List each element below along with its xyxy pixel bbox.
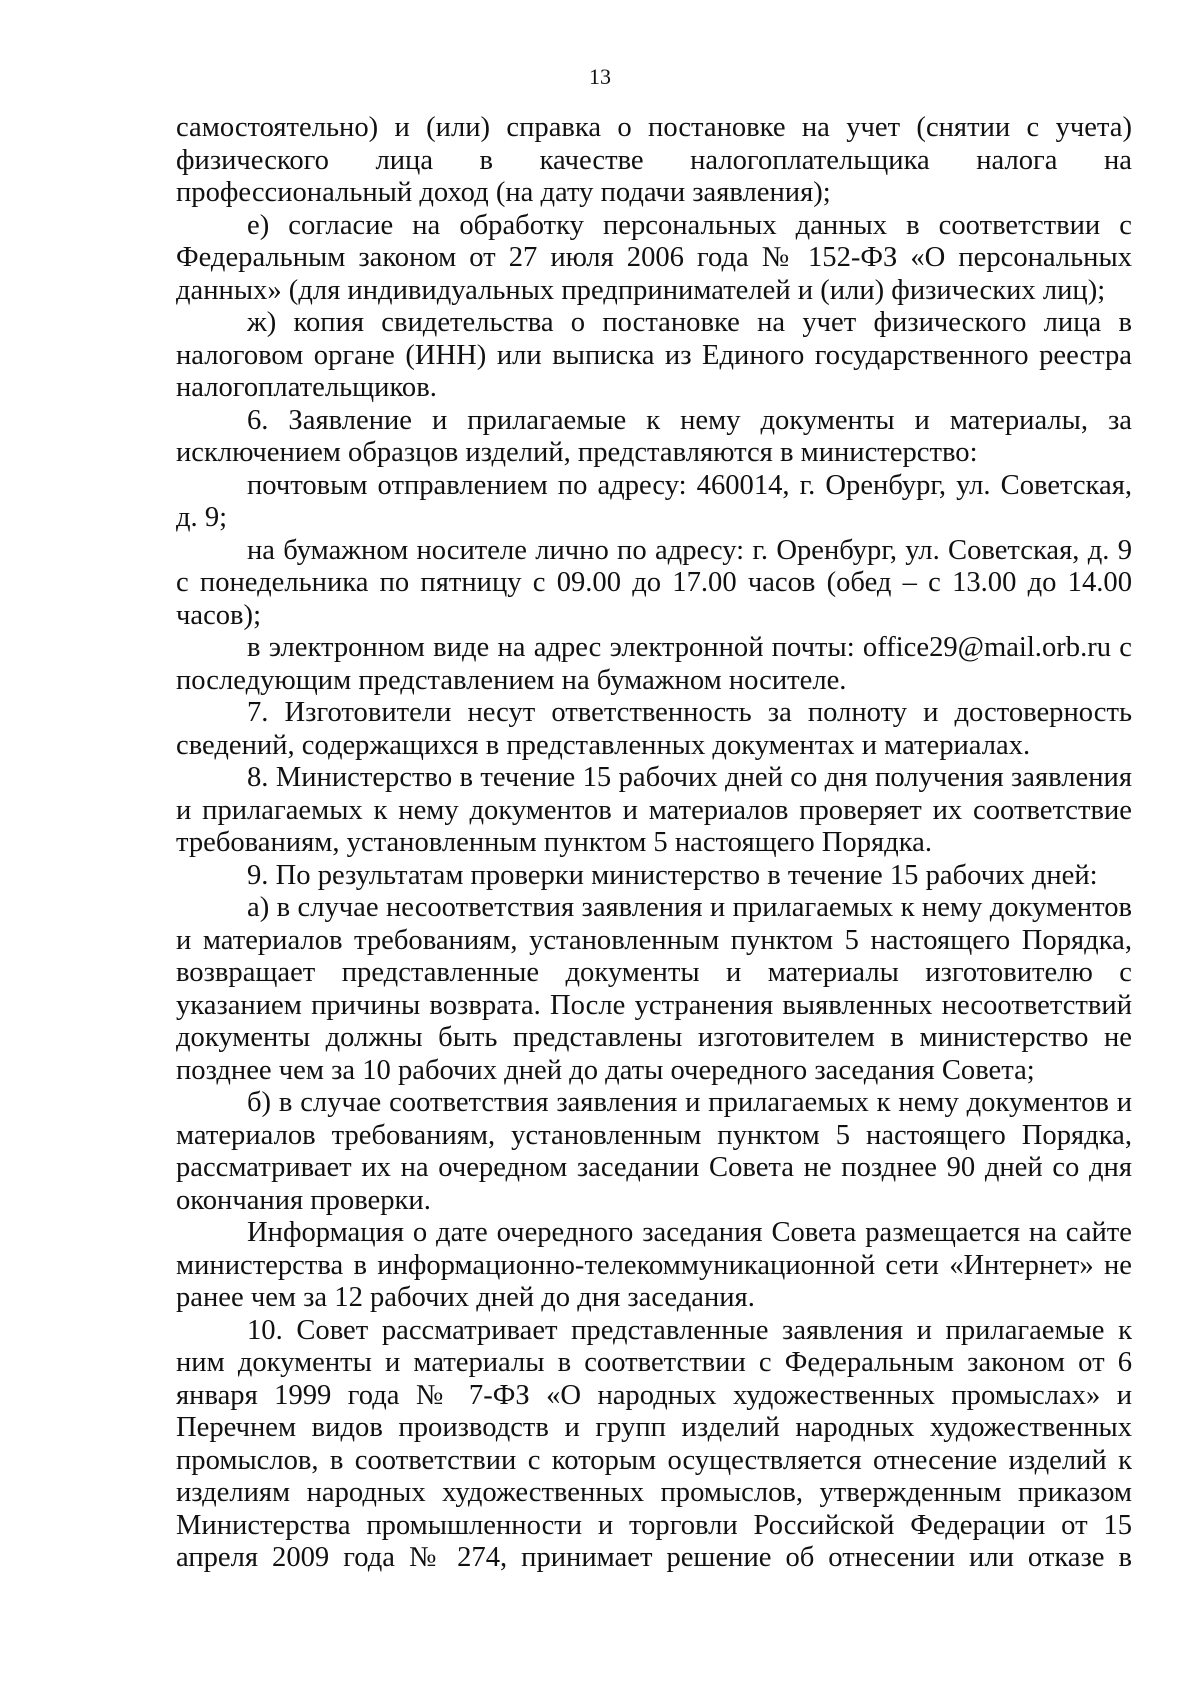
paragraph-paper: на бумажном носителе лично по адресу: г. Оренбург, ул. Советская, д. 9 с понедельника по пятницу с 09.00 до 17.00 часов (обед – с 13.00 до 14.00 часов); [176, 534, 1132, 631]
paragraph-10: 10. Совет рассматривает представленные заявления и прилагаемые к ним документы и материалы в соответствии с Федеральным законом от 6 января 1999 года № 7-ФЗ «О народных художественных промыслах» и Перечнем видов производств и групп изделий народных художественных промыслов, в соответствии с которым осуществляется отнесение изделий к изделиям народных художественных промыслов, утвержденным приказом Министерства промышленности и торговли Российской Федерации от 15 апреля 2009 года № 274, принимает решение об отнесении или отказе в [176, 1314, 1132, 1573]
paragraph-info: Информация о дате очередного заседания Совета размещается на сайте министерства в информационно-телекоммуникационной сети «Интернет» не ранее чем за 12 рабочих дней до дня заседания. [176, 1217, 1132, 1313]
paragraph-8: 8. Министерство в течение 15 рабочих дней со дня получения заявления и прилагаемых к нему документов и материалов проверяет их соответствие требованиям, установленным пунктом 5 настоящего Порядка. [176, 762, 1132, 858]
paragraph-9-b: б) в случае соответствия заявления и прилагаемых к нему документов и материалов требованиям, установленным пунктом 5 настоящего Порядка, рассматривает их на очередном заседании Совета не позднее 90 дней со дня окончания проверки. [176, 1087, 1132, 1216]
paragraph-item-e: е) согласие на обработку персональных данных в соответствии с Федеральным законом от 27 июля 2006 года № 152-ФЗ «О персональных данных» (для индивидуальных предпринимателей и (или) физических лиц); [176, 209, 1132, 306]
page-number: 13 [589, 64, 611, 89]
paragraph-continuation: самостоятельно) и (или) справка о постановке на учет (снятии с учета) физического лица в качестве налогоплательщика налога на профессиональный доход (на дату подачи заявления); [176, 112, 1132, 208]
paragraph-6: 6. Заявление и прилагаемые к нему документы и материалы, за исключением образцов изделий, представляются в министерство: [176, 404, 1132, 468]
paragraph-electronic: в электронном виде на адрес электронной почты: office29@mail.orb.ru с последующим представлением на бумажном носителе. [176, 632, 1132, 696]
paragraph-9-a: а) в случае несоответствия заявления и прилагаемых к нему документов и материалов требованиям, установленным пунктом 5 настоящего Порядка, возвращает представленные документы и материалы изготовителю с указанием причины возврата. После устранения выявленных несоответствий документы должны быть представлены изготовителем в министерство не позднее чем за 10 рабочих дней до даты очередного заседания Совета; [176, 892, 1132, 1086]
paragraph-9: 9. По результатам проверки министерство в течение 15 рабочих дней: [247, 859, 1098, 891]
paragraph-postal: почтовым отправлением по адресу: 460014, г. Оренбург, ул. Советская, д. 9; [176, 469, 1132, 533]
paragraph-item-zh: ж) копия свидетельства о постановке на учет физического лица в налоговом органе (ИНН) или выписка из Единого государственного реестра налогоплательщиков. [176, 307, 1132, 403]
document-body [176, 112, 1132, 1575]
paragraph-7: 7. Изготовители несут ответственность за полноту и достоверность сведений, содержащихся в представленных документах и материалах. [176, 697, 1132, 761]
